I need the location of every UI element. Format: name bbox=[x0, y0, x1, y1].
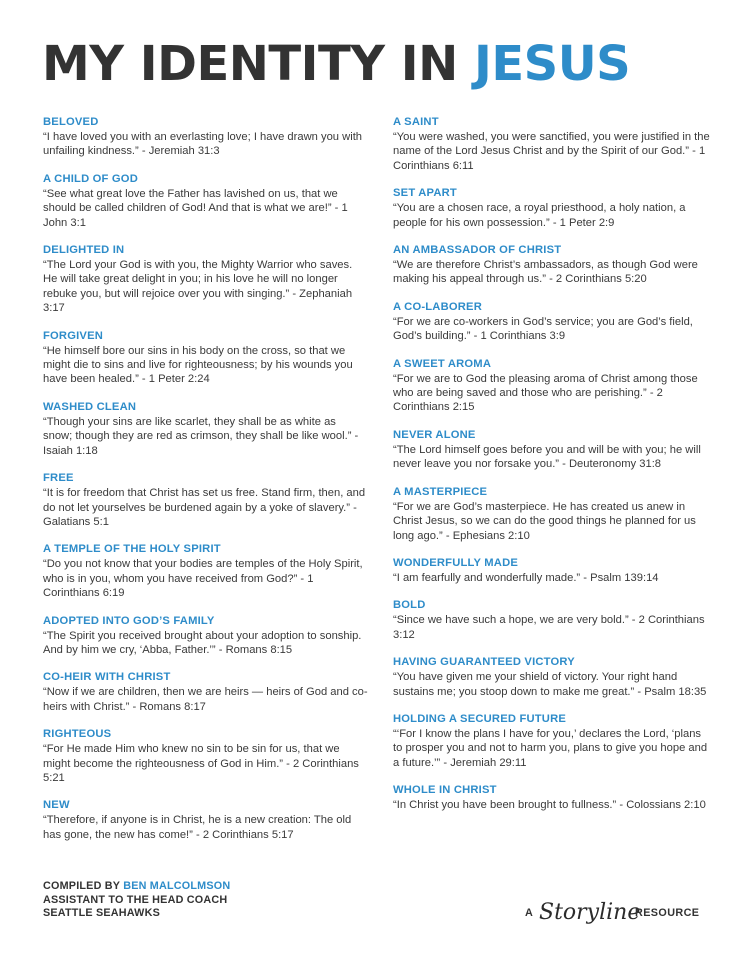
identity-verse: “The Lord your God is with you, the Mighty Warrior who saves. He will take great delight in you; in his love he will no longer rebuke you, but will rejoice over you with singing.” - Zephaniah 3:17 bbox=[43, 259, 353, 315]
identity-entry bbox=[393, 598, 713, 642]
identity-entry bbox=[393, 243, 713, 287]
identity-heading: CO-HEIR WITH CHRIST bbox=[43, 671, 171, 684]
identity-heading: BOLD bbox=[393, 599, 426, 612]
identity-entry bbox=[43, 329, 368, 387]
identity-heading: A CHILD OF GOD bbox=[43, 172, 138, 185]
storyline-brand bbox=[525, 893, 705, 933]
identity-verse: “You were washed, you were sanctified, you were justified in the name of the Lord Jesus Christ and by the Spirit of our God.” - 1 Corinthians 6:11 bbox=[393, 131, 710, 172]
identity-verse: “Do you not know that your bodies are temples of the Holy Spirit, who is in you, whom you have received from God?” - 1 Corinthians 6:19 bbox=[43, 558, 363, 600]
identity-heading: A SWEET AROMA bbox=[393, 357, 492, 370]
identity-heading: WONDERFULLY MADE bbox=[393, 556, 519, 569]
identity-verse: “For we are God’s masterpiece. He has created us anew in Christ Jesus, so we can do the good things he planned for us long ago.” - Ephesians 2:10 bbox=[393, 500, 696, 542]
identity-heading: DELIGHTED IN bbox=[43, 244, 125, 257]
left-column bbox=[43, 115, 368, 855]
identity-verse: “The Spirit you received brought about your adoption to sonship. And by him we cry, ‘Abba, Father.’” - Romans 8:15 bbox=[43, 629, 362, 656]
identity-entry bbox=[43, 243, 368, 316]
right-column bbox=[393, 115, 713, 826]
identity-heading: FORGIVEN bbox=[43, 329, 104, 342]
identity-heading: FREE bbox=[43, 472, 74, 485]
identity-heading: NEW bbox=[43, 799, 70, 812]
identity-entry bbox=[393, 783, 713, 812]
identity-entry bbox=[393, 655, 713, 699]
identity-heading: HAVING GUARANTEED VICTORY bbox=[393, 656, 575, 669]
identity-entry bbox=[393, 186, 713, 230]
identity-heading: WHOLE IN CHRIST bbox=[393, 784, 497, 797]
identity-verse: “For we are co-workers in God’s service; you are God’s field, God’s building.” - 1 Corinthians 3:9 bbox=[393, 315, 693, 343]
compiler-team: SEATTLE SEAHAWKS bbox=[43, 907, 160, 920]
identity-verse: “Now if we are children, then we are heirs — heirs of God and co-heirs with Christ.” - Romans 8:17 bbox=[43, 686, 368, 713]
storyline-logo: Storyline bbox=[539, 900, 641, 925]
identity-entry bbox=[393, 300, 713, 344]
identity-verse: “‘For I know the plans I have for you,’ declares the Lord, ‘plans to prosper you and not to harm you, plans to give you hope and a future.’” - Jeremiah 29:11 bbox=[393, 727, 708, 769]
identity-verse: “See what great love the Father has lavished on us, that we should be called children of God! And that is what we are!” - 1 John 3:1 bbox=[43, 187, 348, 229]
identity-heading: A CO-LABORER bbox=[393, 300, 482, 313]
identity-heading: RIGHTEOUS bbox=[43, 728, 112, 741]
identity-verse: “He himself bore our sins in his body on the cross, so that we might die to sins and live for righteousness; by his wounds you have been healed.” - 1 Peter 2:24 bbox=[43, 344, 353, 386]
identity-entry bbox=[43, 727, 368, 785]
identity-verse: “I have loved you with an everlasting love; I have drawn you with unfailing kindness.” - Jeremiah 31:3 bbox=[43, 131, 363, 158]
identity-verse: “We are therefore Christ’s ambassadors, as though God were making his appeal through us.” - 2 Corinthians 5:20 bbox=[393, 259, 698, 286]
identity-entry bbox=[393, 485, 713, 543]
identity-verse: “The Lord himself goes before you and will be with you; he will never leave you nor forsake you.” - Deuteronomy 31:8 bbox=[393, 443, 701, 471]
identity-entry bbox=[43, 400, 368, 458]
identity-heading: BELOVED bbox=[43, 116, 99, 128]
identity-entry bbox=[43, 798, 368, 842]
identity-heading: HOLDING A SECURED FUTURE bbox=[393, 712, 567, 725]
identity-entry bbox=[393, 428, 713, 472]
compiled-by-label: COMPILED BY bbox=[43, 880, 120, 892]
identity-entry bbox=[43, 542, 368, 600]
identity-heading: ADOPTED INTO GOD’S FAMILY bbox=[43, 614, 215, 627]
identity-heading: NEVER ALONE bbox=[393, 428, 476, 441]
identity-entry bbox=[43, 670, 368, 714]
identity-verse: “You have given me your shield of victory. Your right hand sustains me; you stoop down to make me great.” - Psalm 18:35 bbox=[393, 671, 707, 698]
identity-heading: A SAINT bbox=[393, 116, 439, 128]
identity-heading: A MASTERPIECE bbox=[393, 485, 488, 498]
title-main: MY IDENTITY IN bbox=[42, 36, 458, 92]
identity-heading: WASHED CLEAN bbox=[43, 400, 137, 413]
title-accent: JESUS bbox=[473, 36, 631, 92]
brand-suffix: RESOURCE bbox=[635, 907, 700, 919]
identity-verse: “It is for freedom that Christ has set us free. Stand firm, then, and do not let yourselves be burdened again by a yoke of slavery.” - Galatians 5:1 bbox=[43, 487, 366, 528]
identity-verse: “For we are to God the pleasing aroma of Christ among those who are being saved and those who are perishing.” - 2 Corinthians 2:15 bbox=[393, 372, 698, 414]
identity-entry bbox=[43, 172, 368, 230]
identity-entry bbox=[43, 471, 368, 529]
identity-entry bbox=[393, 556, 713, 585]
compiler-name: BEN MALCOLMSON bbox=[123, 880, 231, 892]
brand-prefix: A bbox=[525, 907, 534, 919]
compiler-credit bbox=[43, 880, 230, 921]
compiler-role: ASSISTANT TO THE HEAD COACH bbox=[43, 893, 228, 906]
identity-entry bbox=[393, 115, 713, 173]
identity-verse: “Since we have such a hope, we are very bold.” - 2 Corinthians 3:12 bbox=[393, 614, 705, 641]
identity-entry bbox=[393, 712, 713, 770]
page-title bbox=[42, 34, 712, 94]
identity-verse: “I am fearfully and wonderfully made.” - Psalm 139:14 bbox=[393, 571, 659, 584]
identity-entry bbox=[43, 614, 368, 658]
identity-verse: “You are a chosen race, a royal priesthood, a holy nation, a people for his own possession.” - 1 Peter 2:9 bbox=[393, 202, 686, 229]
identity-entry bbox=[393, 357, 713, 415]
identity-heading: SET APART bbox=[393, 187, 457, 200]
identity-verse: “Therefore, if anyone is in Christ, he is a new creation: The old has gone, the new has come!” - 2 Corinthians 5:17 bbox=[43, 814, 352, 841]
identity-verse: “For He made Him who knew no sin to be sin for us, that we might become the righteousness of God in Him.” - 2 Corinthians 5:21 bbox=[43, 743, 359, 784]
identity-verse: “Though your sins are like scarlet, they shall be as white as snow; though they are red as crimson, they shall be like wool.” - Isaiah 1:18 bbox=[43, 415, 359, 457]
identity-heading: A TEMPLE OF THE HOLY SPIRIT bbox=[43, 543, 221, 556]
identity-verse: “In Christ you have been brought to fullness.” - Colossians 2:10 bbox=[393, 799, 706, 812]
identity-entry bbox=[43, 115, 368, 159]
identity-heading: AN AMBASSADOR OF CHRIST bbox=[393, 244, 562, 257]
